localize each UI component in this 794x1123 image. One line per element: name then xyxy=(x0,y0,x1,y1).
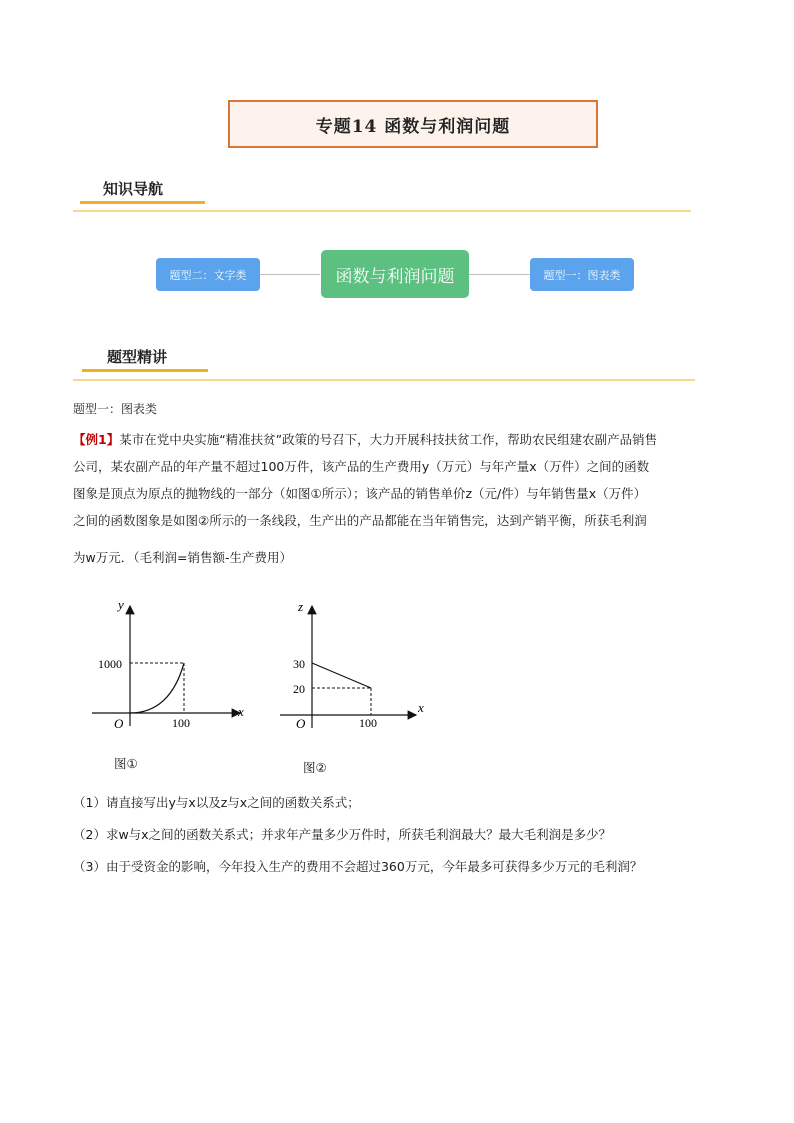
figure-2-graph xyxy=(276,594,436,734)
fig1-y-label: y xyxy=(118,597,124,612)
question-2: （2）求w与x之间的函数关系式；并求年产量多少万件时，所获毛利润最大？最大毛利润是多少？ xyxy=(73,827,612,842)
example-tag: 【例1】 xyxy=(73,432,120,447)
example-paragraph xyxy=(73,426,733,571)
example-line-1: 【例1】某市在党中央实施“精准扶贫”政策的号召下，大力开展科技扶贫工作，帮助农民组建农副产品销售 xyxy=(73,432,658,447)
section-heading-lecture: 题型精讲 xyxy=(107,348,168,366)
question-3: （3）由于受资金的影响，今年投入生产的费用不会超过360万元，今年最多可获得多少万元的毛利润？ xyxy=(73,859,643,874)
example-line-4: 之间的函数图象是如图②所示的一条线段，生产出的产品都能在当年销售完，达到产销平衡，所获毛利润 xyxy=(73,513,647,528)
example-line-5: 为w万元．（毛利润=销售额-生产费用） xyxy=(73,550,292,565)
section-underline-nav xyxy=(80,201,205,204)
section-rule-lecture xyxy=(73,379,695,381)
fig1-y-tick: 1000 xyxy=(98,657,122,671)
question-1: （1）请直接写出y与x以及z与x之间的函数关系式； xyxy=(73,795,360,810)
mindmap-node-right: 题型一：图表类 xyxy=(530,258,634,291)
example-line-2: 公司，某农副产品的年产量不超过100万件，该产品的生产费用y（万元）与年产量x（万件）之间的函数 xyxy=(73,459,650,474)
document-title-box xyxy=(228,100,598,148)
fig1-x-tick: 100 xyxy=(172,716,190,730)
fig2-x-label: x xyxy=(418,700,424,715)
mindmap-node-center: 函数与利润问题 xyxy=(321,250,469,298)
fig2-line-segment xyxy=(312,663,371,688)
figure-1-caption: 图① xyxy=(114,756,138,771)
fig2-origin-label: O xyxy=(296,716,306,731)
fig2-y-tick-low: 20 xyxy=(293,682,305,696)
example-line-3: 图象是顶点为原点的抛物线的一部分（如图①所示）；该产品的销售单价z（元/件）与年销售量x（万件） xyxy=(73,486,647,501)
fig1-origin-label: O xyxy=(114,716,124,731)
fig2-x-tick: 100 xyxy=(359,716,377,730)
section-rule-nav xyxy=(73,210,691,212)
mindmap-node-left: 题型二：文字类 xyxy=(156,258,260,291)
fig2-y-tick-high: 30 xyxy=(293,657,305,671)
fig1-parabola xyxy=(130,663,184,713)
document-title: 专题14 函数与利润问题 xyxy=(315,116,511,137)
mindmap-connector-right xyxy=(469,274,530,275)
fig1-x-label: x xyxy=(238,704,244,719)
mindmap-connector-left xyxy=(260,274,320,275)
section-heading-nav: 知识导航 xyxy=(103,180,164,198)
figure-2-caption: 图② xyxy=(303,760,327,775)
section-underline-lecture xyxy=(82,369,208,372)
figure-1-graph xyxy=(88,594,258,734)
question-type-label: 题型一：图表类 xyxy=(73,402,158,416)
fig2-y-label: z xyxy=(298,599,304,614)
